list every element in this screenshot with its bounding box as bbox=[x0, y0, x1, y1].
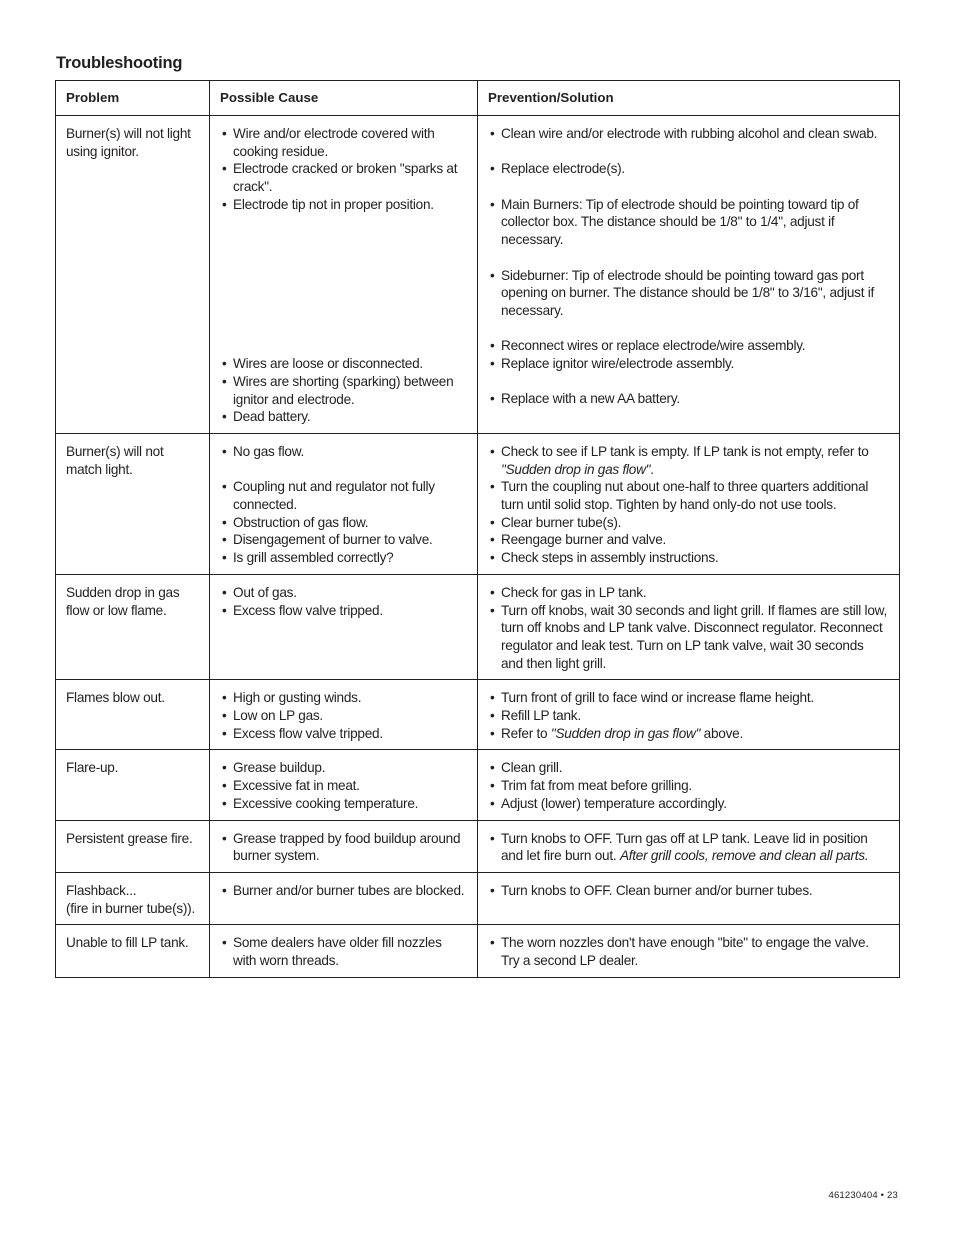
cause-item: • Grease trapped by food buildup around burner system. bbox=[220, 830, 467, 865]
solution-text: Refer to bbox=[501, 725, 551, 741]
cause-list bbox=[220, 443, 467, 567]
solution-item bbox=[488, 443, 889, 478]
table-row bbox=[56, 680, 900, 750]
solution-list bbox=[488, 759, 889, 812]
cross-reference: "Sudden drop in gas flow" bbox=[550, 725, 701, 741]
cause-item: • No gas flow. bbox=[220, 443, 467, 461]
problem-text: Persistent grease fire. bbox=[66, 830, 193, 846]
problem-cell bbox=[56, 680, 210, 750]
solution-text-end: above. bbox=[700, 725, 743, 741]
cause-cell bbox=[210, 925, 478, 977]
solution-item: • Check steps in assembly instructions. bbox=[488, 549, 889, 567]
cause-cell bbox=[210, 433, 478, 574]
solution-item: • Trim fat from meat before grilling. bbox=[488, 777, 889, 795]
solution-item: • Turn front of grill to face wind or increase flame height. bbox=[488, 689, 889, 707]
cause-item: • Wires are loose or disconnected. bbox=[220, 355, 467, 373]
cause-item: • Disengagement of burner to valve. bbox=[220, 531, 467, 549]
problem-text: Flames blow out. bbox=[66, 690, 165, 706]
problem-cell bbox=[56, 925, 210, 977]
solution-text-end: . bbox=[650, 461, 654, 477]
table-row bbox=[56, 925, 900, 977]
table-header-row bbox=[56, 81, 900, 116]
solution-item: • Turn off knobs, wait 30 seconds and light grill. If flames are still low, turn off knobs and LP tank valve. Disconnect regulator. Reconnect regulator and leak test. Turn on LP tank valve, wait 30 seconds and then light grill. bbox=[488, 602, 889, 673]
cause-list bbox=[220, 882, 467, 900]
header-possible-cause: Possible Cause bbox=[210, 81, 478, 116]
header-prevention-solution: Prevention/Solution bbox=[478, 81, 900, 116]
solution-item: • Clean grill. bbox=[488, 759, 889, 777]
solution-item: • Turn the coupling nut about one-half to three quarters additional turn until solid stop. Tighten by hand only-do not use tools. bbox=[488, 478, 889, 513]
table-row bbox=[56, 116, 900, 434]
cause-item: • Excessive cooking temperature. bbox=[220, 795, 467, 813]
solution-list bbox=[488, 882, 889, 900]
cause-item: • Some dealers have older fill nozzles with worn threads. bbox=[220, 934, 467, 969]
solution-cell bbox=[478, 116, 900, 434]
table-row bbox=[56, 574, 900, 680]
solution-cell bbox=[478, 680, 900, 750]
cause-item: • Coupling nut and regulator not fully connected. bbox=[220, 478, 467, 513]
solution-cell bbox=[478, 820, 900, 872]
solution-cell bbox=[478, 872, 900, 924]
solution-item: • Replace electrode(s). bbox=[488, 160, 889, 178]
cause-item: • High or gusting winds. bbox=[220, 689, 467, 707]
cause-item: • Wires are shorting (sparking) between ignitor and electrode. bbox=[220, 373, 467, 408]
cause-cell bbox=[210, 820, 478, 872]
cause-item: • Excessive fat in meat. bbox=[220, 777, 467, 795]
solution-item: • Refill LP tank. bbox=[488, 707, 889, 725]
solution-item: • Reconnect wires or replace electrode/wire assembly. bbox=[488, 337, 889, 355]
cause-item: • Electrode tip not in proper position. bbox=[220, 196, 467, 214]
solution-item: • Main Burners: Tip of electrode should be pointing toward tip of collector box. The distance should be 1/8" to 1/4", adjust if necessary. bbox=[488, 196, 889, 249]
cause-cell bbox=[210, 750, 478, 820]
solution-cell bbox=[478, 925, 900, 977]
solution-list bbox=[488, 584, 889, 673]
solution-cell bbox=[478, 750, 900, 820]
cross-reference: "Sudden drop in gas flow" bbox=[501, 461, 651, 477]
cause-list bbox=[220, 584, 467, 619]
solution-item: • Check for gas in LP tank. bbox=[488, 584, 889, 602]
header-problem: Problem bbox=[56, 81, 210, 116]
solution-text: Turn knobs to OFF. Turn gas off at LP tank. Leave lid in position and let fire burn out. bbox=[501, 830, 868, 864]
solution-list bbox=[488, 443, 889, 567]
cause-item: • Excess flow valve tripped. bbox=[220, 602, 467, 620]
solution-item: • The worn nozzles don't have enough "bite" to engage the valve. Try a second LP dealer. bbox=[488, 934, 889, 969]
problem-text: Burner(s) will not match light. bbox=[66, 443, 164, 477]
cause-list bbox=[220, 830, 467, 865]
cause-item: • Is grill assembled correctly? bbox=[220, 549, 467, 567]
solution-item: • Replace ignitor wire/electrode assembly. bbox=[488, 355, 889, 373]
problem-cell bbox=[56, 750, 210, 820]
problem-text: Sudden drop in gas flow or low flame. bbox=[66, 584, 180, 618]
solution-emphasis: After grill cools, remove and clean all parts. bbox=[619, 848, 869, 864]
solution-item: • Adjust (lower) temperature accordingly. bbox=[488, 795, 889, 813]
table-row bbox=[56, 872, 900, 924]
solution-list bbox=[488, 125, 889, 408]
cause-item: • Out of gas. bbox=[220, 584, 467, 602]
cause-item: • Grease buildup. bbox=[220, 759, 467, 777]
solution-text: Check to see if LP tank is empty. If LP tank is not empty, refer to bbox=[501, 443, 869, 459]
cause-cell bbox=[210, 116, 478, 434]
solution-item: • Clean wire and/or electrode with rubbing alcohol and clean swab. bbox=[488, 125, 889, 143]
solution-list bbox=[488, 934, 889, 969]
solution-item: • Clear burner tube(s). bbox=[488, 514, 889, 532]
cause-item: • Electrode cracked or broken "sparks at crack". bbox=[220, 160, 467, 195]
cause-list bbox=[220, 125, 467, 426]
solution-cell bbox=[478, 433, 900, 574]
cause-list bbox=[220, 934, 467, 969]
solution-item bbox=[488, 725, 889, 743]
cause-item: • Excess flow valve tripped. bbox=[220, 725, 467, 743]
table-row bbox=[56, 433, 900, 574]
troubleshooting-table bbox=[55, 80, 900, 978]
table-row bbox=[56, 820, 900, 872]
problem-text: Burner(s) will not light using ignitor. bbox=[66, 126, 191, 159]
problem-text: Flare-up. bbox=[66, 760, 119, 776]
problem-text: (fire in burner tube(s)). bbox=[66, 900, 195, 916]
solution-item: • Reengage burner and valve. bbox=[488, 531, 889, 549]
solution-list bbox=[488, 830, 889, 865]
cause-cell bbox=[210, 574, 478, 680]
cause-item: • Obstruction of gas flow. bbox=[220, 514, 467, 532]
problem-text: Flashback... bbox=[66, 882, 137, 898]
problem-cell bbox=[56, 433, 210, 574]
cause-item: • Burner and/or burner tubes are blocked. bbox=[220, 882, 467, 900]
problem-cell bbox=[56, 116, 210, 434]
cause-item: • Low on LP gas. bbox=[220, 707, 467, 725]
solution-item: • Sideburner: Tip of electrode should be pointing toward gas port opening on burner. The distance should be 1/8" to 3/16", adjust if necessary. bbox=[488, 267, 889, 320]
cause-item: • Dead battery. bbox=[220, 408, 467, 426]
cause-cell bbox=[210, 872, 478, 924]
problem-text: Unable to fill LP tank. bbox=[66, 935, 189, 951]
cause-list bbox=[220, 689, 467, 742]
cause-cell bbox=[210, 680, 478, 750]
solution-item bbox=[488, 830, 889, 865]
problem-cell bbox=[56, 574, 210, 680]
solution-list bbox=[488, 689, 889, 742]
cause-list bbox=[220, 759, 467, 812]
solution-cell bbox=[478, 574, 900, 680]
cause-item: • Wire and/or electrode covered with cooking residue. bbox=[220, 125, 467, 160]
solution-item: • Replace with a new AA battery. bbox=[488, 390, 889, 408]
problem-cell bbox=[56, 820, 210, 872]
solution-item: • Turn knobs to OFF. Clean burner and/or burner tubes. bbox=[488, 882, 889, 900]
table-row bbox=[56, 750, 900, 820]
page-title: Troubleshooting bbox=[56, 54, 183, 72]
page-footer: 461230404 • 23 bbox=[828, 1190, 898, 1201]
problem-cell bbox=[56, 872, 210, 924]
